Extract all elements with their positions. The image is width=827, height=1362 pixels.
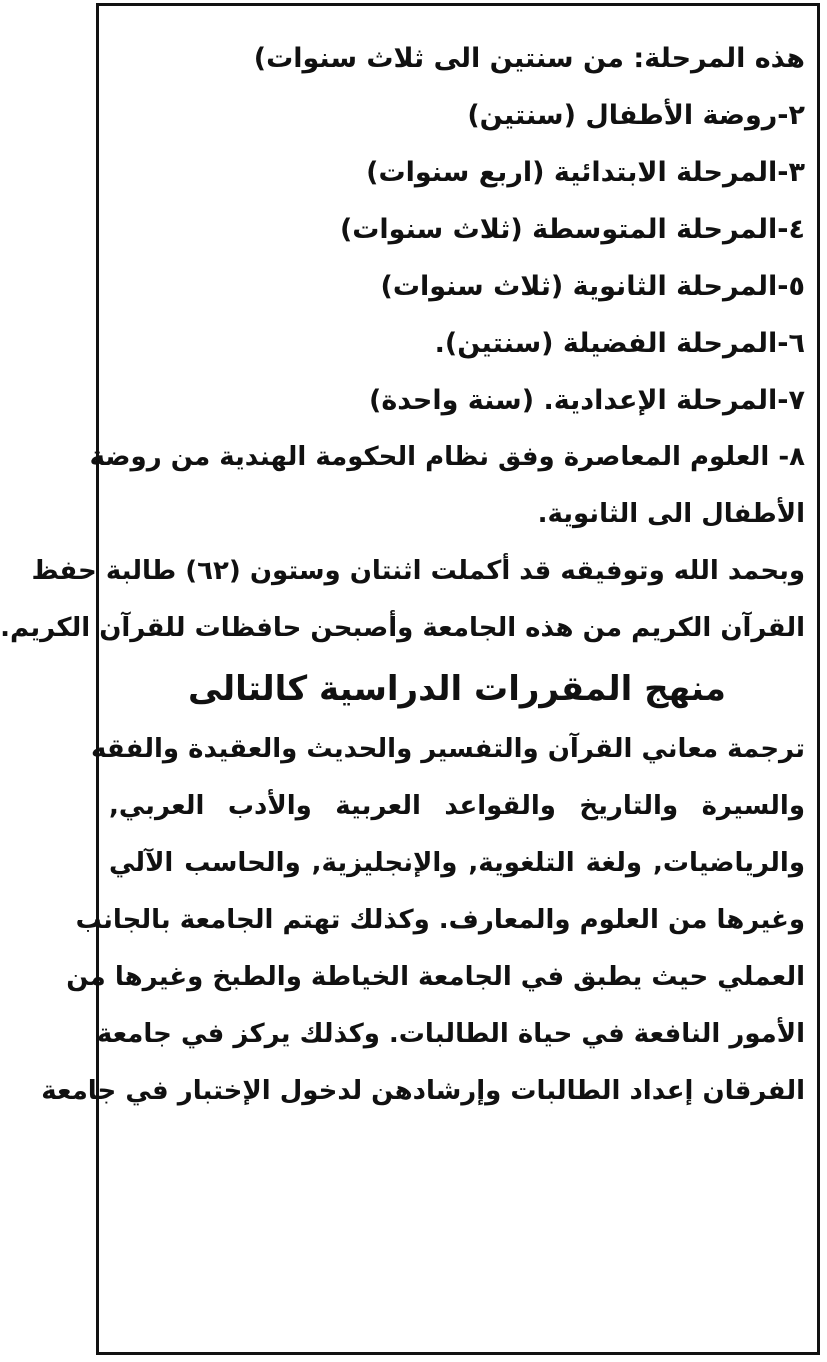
- stages-list: [109, 87, 805, 429]
- stage-item: ٧-المرحلة الإعدادية. (سنة واحدة): [369, 385, 805, 416]
- intro-line: هذه المرحلة: من سنتين الى ثلاث سنوات): [253, 43, 805, 74]
- curriculum-heading: منهج المقررات الدراسية كالتالى: [188, 669, 726, 709]
- paragraph-line: الفرقان إعداد الطالبات وإرشادهن لدخول الإختبار في جامعة: [41, 1076, 805, 1106]
- paragraph-line: وغيرها من العلوم والمعارف. وكذلك تهتم الجامعة بالجانب: [75, 905, 805, 935]
- document-body: [0, 30, 805, 1120]
- item-8-paragraph: [89, 429, 805, 543]
- paragraph-line: والسيرة والتاريخ والقواعد العربية والأدب العربي,: [109, 791, 805, 821]
- paragraph-line: العملي حيث يطبق في الجامعة الخياطة والطبخ وغيرها من: [66, 962, 805, 992]
- stage-item: ٦-المرحلة الفضيلة (سنتين).: [434, 328, 805, 359]
- paragraph-line: القرآن الكريم من هذه الجامعة وأصبحن حافظات للقرآن الكريم.: [0, 613, 805, 643]
- stage-item: ٣-المرحلة الابتدائية (اربع سنوات): [366, 157, 805, 188]
- hifz-paragraph: [0, 543, 805, 657]
- curriculum-paragraph: [41, 721, 805, 1120]
- paragraph-line: الأطفال الى الثانوية.: [537, 499, 805, 529]
- paragraph-line: ترجمة معاني القرآن والتفسير والحديث والعقيدة والفقه: [91, 734, 805, 764]
- stage-item: ٤-المرحلة المتوسطة (ثلاث سنوات): [339, 214, 805, 245]
- paragraph-line: الأمور النافعة في حياة الطالبات. وكذلك يركز في جامعة: [96, 1019, 805, 1049]
- stage-item: ٥-المرحلة الثانوية (ثلاث سنوات): [380, 271, 805, 302]
- paragraph-line: ٨- العلوم المعاصرة وفق نظام الحكومة الهندية من روضة: [89, 442, 805, 472]
- paragraph-line: وبحمد الله وتوفيقه قد أكملت اثنتان وستون (٦٢) طالبة حفظ: [31, 556, 805, 586]
- stage-item: ٢-روضة الأطفال (سنتين): [467, 100, 805, 131]
- paragraph-line: والرياضيات, ولغة التلغوية, والإنجليزية, والحاسب الآلي: [109, 848, 805, 878]
